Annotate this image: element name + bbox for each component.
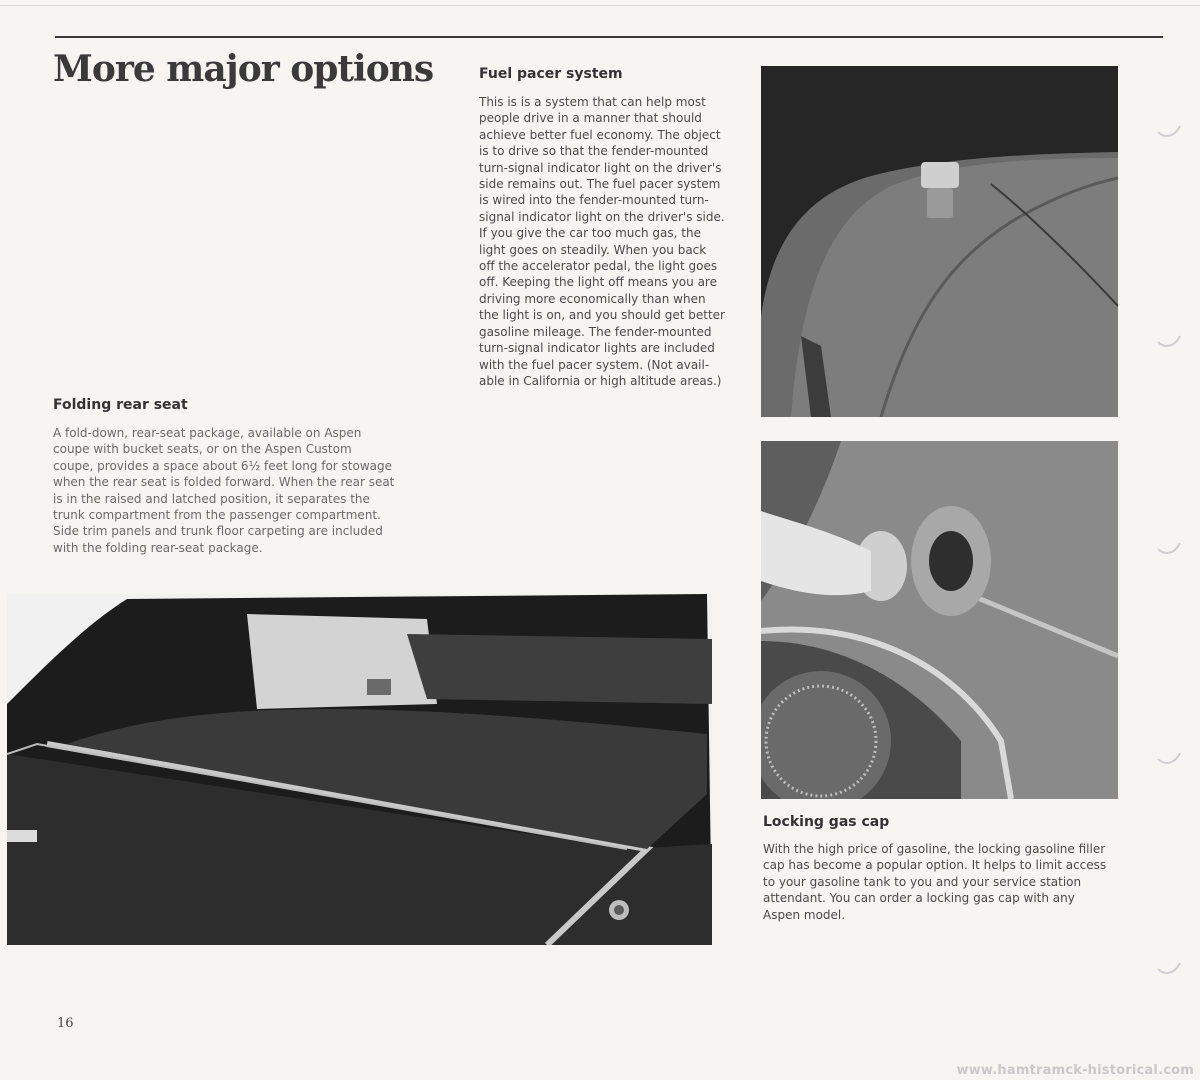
gas-cap-photo <box>761 441 1118 799</box>
folding-seat-heading: Folding rear seat <box>53 397 188 413</box>
gas-cap-heading: Locking gas cap <box>763 814 890 830</box>
fender-indicator-photo <box>761 66 1118 417</box>
binder-hole-3 <box>1156 535 1182 555</box>
binder-hole-4 <box>1156 745 1182 765</box>
watermark: www.hamtramck-historical.com <box>956 1063 1194 1078</box>
trunk-photo <box>7 594 712 945</box>
binder-hole-1 <box>1156 118 1182 138</box>
top-edge-line <box>0 5 1200 6</box>
page-number: 16 <box>57 1016 74 1031</box>
folding-seat-body: A fold-down, rear-seat package, available on Aspen coupe with bucket seats, or on the Aspen Custom coupe, provides a space about 6½ feet long for stowage when the rear seat is folded forward. When the rear seat is in the raised and latched position, it separates the trunk compartment from the passenger compartment. Side trim panels and trunk floor carpeting are included with the folding rear-seat package. <box>53 426 395 555</box>
header-rule <box>55 36 1163 38</box>
fuel-pacer-heading: Fuel pacer system <box>479 66 623 82</box>
page-title: More major options <box>53 48 434 90</box>
fuel-pacer-body: This is is a system that can help most people drive in a manner that should achieve better fuel economy. The object is to drive so that the fender-mounted turn-signal indicator light on the driver's side remains out. The fuel pacer system is wired into the fender-mounted turn- signal indicator light on the driver's side. If you give the car too much gas, the light goes on steadily. When you back off the accelerator pedal, the light goes off. Keeping the light off means you are driving more economically than when the light is on, and you should get better gasoline mileage. The fender-mounted turn-signal indicator lights are included with the fuel pacer system. (Not avail- able in California or high altitude areas.) <box>479 95 725 388</box>
binder-hole-2 <box>1156 328 1182 348</box>
binder-hole-5 <box>1156 955 1182 975</box>
gas-cap-body: With the high price of gasoline, the locking gasoline filler cap has become a popular option. It helps to limit access to your gasoline tank to you and your service station attendant. You can order a locking gas cap with any Aspen model. <box>763 842 1107 922</box>
